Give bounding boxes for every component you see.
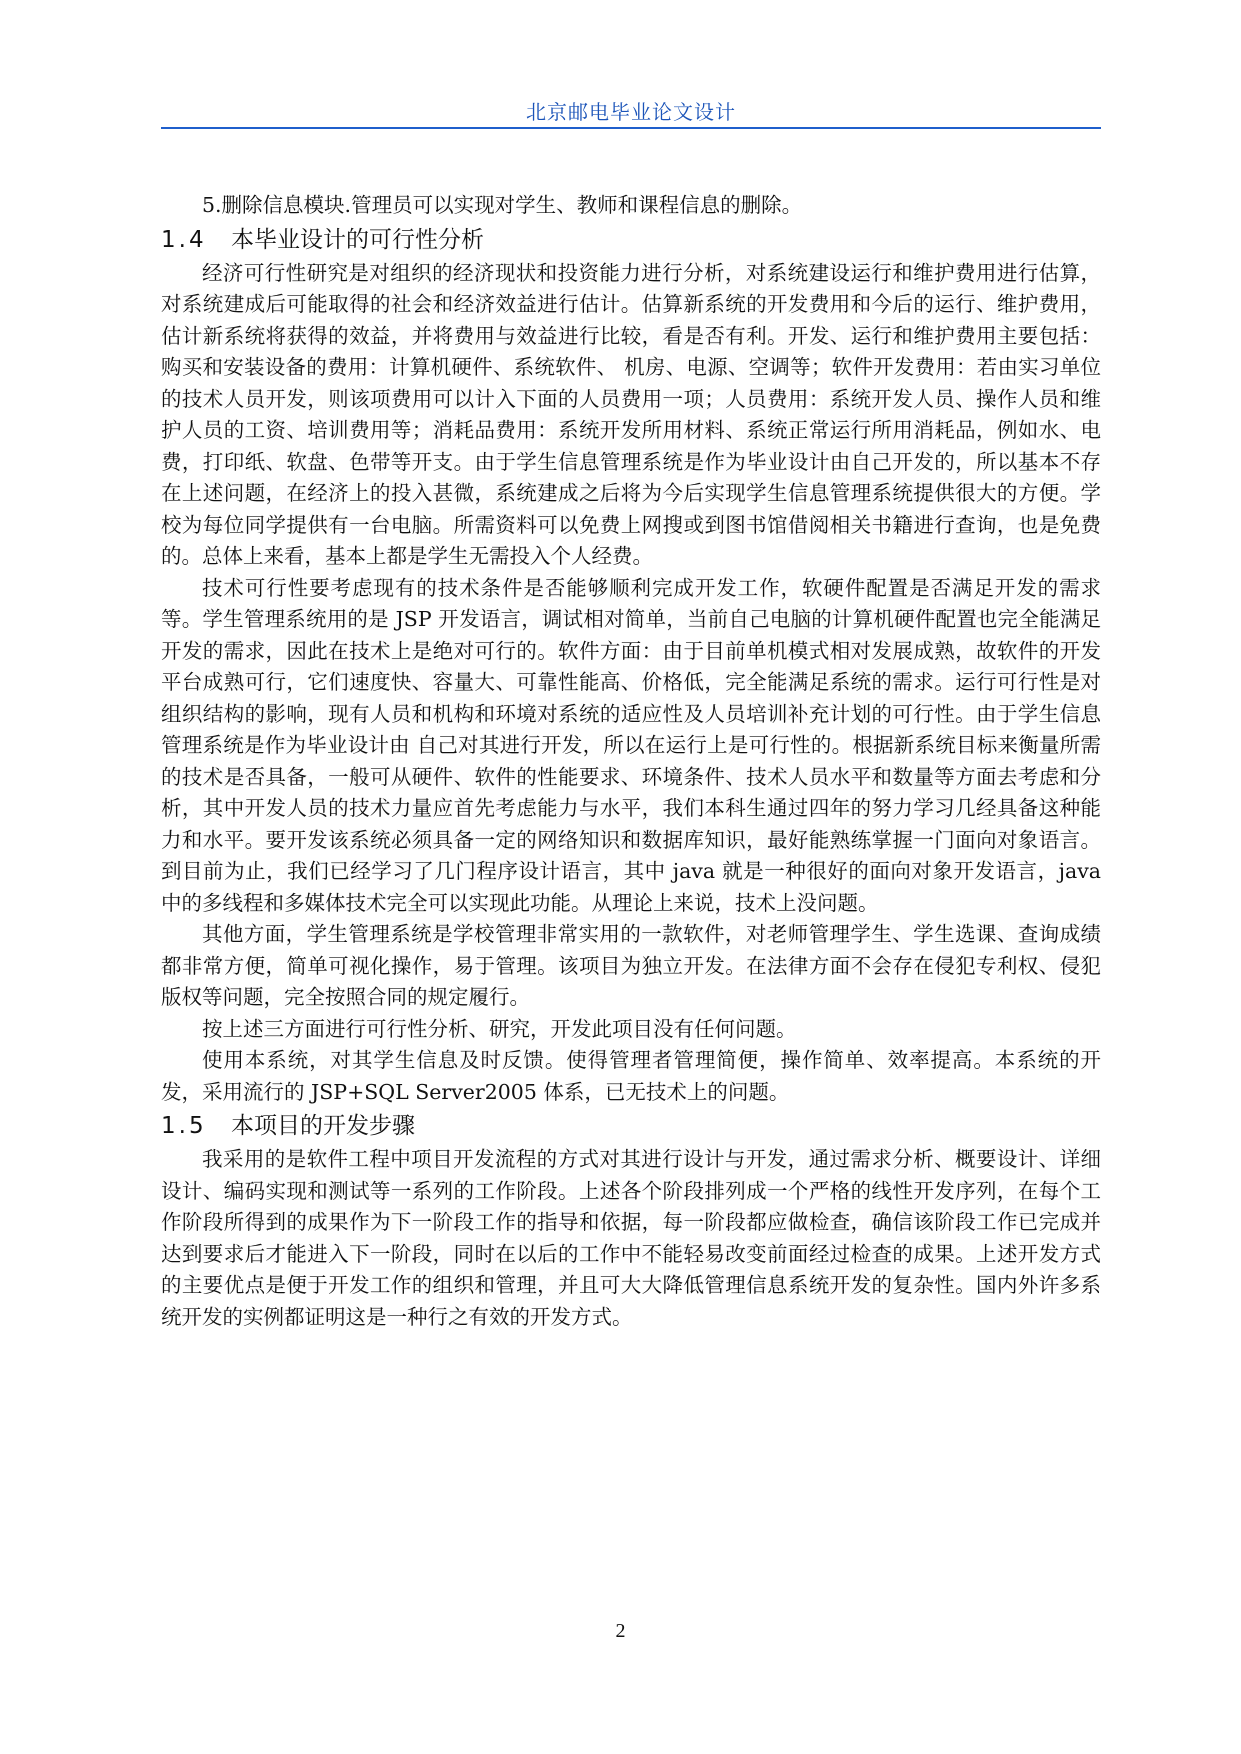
section-number: 1.4 xyxy=(161,226,207,253)
paragraph-conclusion: 按上述三方面进行可行性分析、研究，开发此项目没有任何问题。 xyxy=(202,1016,797,1041)
intro-line: 5.删除信息模块.管理员可以实现对学生、教师和课程信息的删除。 xyxy=(202,193,803,217)
section-title: 本毕业设计的可行性分析 xyxy=(231,226,484,253)
paragraph-development-steps: 我采用的是软件工程中项目开发流程的方式对其进行设计与开发，通过需求分析、概要设计、详细设计、编码实现和测试等一系列的工作阶段。上述各个阶段排列成一个严格的线性开发序列，在每个工作阶段所得到的成果作为下一阶段工作的指导和依据，每一阶段都应做检查，确信该阶段工作已完成并达到要求后才能进入下一阶段，同时在以后的工作中不能轻易改变前面经过检查的成果。上述开发方式的主要优点是便于开发工作的组织和管理，并且可大大降低管理信息系统开发的复杂性。国内外许多系统开发的实例都证明这是一种行之有效的开发方式。 xyxy=(161,1147,1101,1329)
paragraph-system-usage: 使用本系统，对其学生信息及时反馈。使得管理者管理简便，操作简单、效率提高。本系统的开发，采用流行的 JSP+SQL Server2005 体系，已无技术上的问题。 xyxy=(161,1048,1101,1104)
page-number: 2 xyxy=(615,1620,626,1642)
paragraph-other-aspects: 其他方面，学生管理系统是学校管理非常实用的一款软件，对老师管理学生、学生选课、查询成绩都非常方便，简单可视化操作，易于管理。该项目为独立开发。在法律方面不会存在侵犯专利权、侵犯版权等问题，完全按照合同的规定履行。 xyxy=(161,922,1101,1009)
header-divider xyxy=(161,127,1101,129)
paragraph-economic-feasibility: 经济可行性研究是对组织的经济现状和投资能力进行分析，对系统建设运行和维护费用进行估算，对系统建成后可能取得的社会和经济效益进行估计。估算新系统的开发费用和今后的运行、维护费用，估计新系统将获得的效益，并将费用与效益进行比较，看是否有利。开发、运行和维护费用主要包括：购买和安装设备的费用：计算机硬件、系统软件、 机房、电源、空调等；软件开发费用：若由实习单位的技术人员开发，则该项费用可以计入下面的人员费用一项；人员费用：系统开发人员、操作人员和维护人员的工资、培训费用等；消耗品费用：系统开发所用材料、系统正常运行所用消耗品，例如水、电费，打印纸、软盘、色带等开支。由于学生信息管理系统是作为毕业设计由自己开发的，所以基本不存在上述问题，在经济上的投入甚微，系统建成之后将为今后实现学生信息管理系统提供很大的方便。学校为每位同学提供有一台电脑。所需资料可以免费上网搜或到图书馆借阅相关书籍进行查询，也是免费的。总体上来看，基本上都是学生无需投入个人经费。 xyxy=(161,260,1101,568)
page-header-title: 北京邮电毕业论文设计 xyxy=(526,100,736,124)
section-number: 1.5 xyxy=(161,1113,207,1139)
document-body xyxy=(161,190,1101,1333)
section-heading-1-4 xyxy=(161,222,1101,258)
paragraph-technical-feasibility: 技术可行性要考虑现有的技术条件是否能够顺利完成开发工作，软硬件配置是否满足开发的需求等。学生管理系统用的是 JSP 开发语言，调试相对简单，当前自己电脑的计算机硬件配置也完全能满足开发的需求，因此在技术上是绝对可行的。软件方面：由于目前单机模式相对发展成熟，故软件的开发平台成熟可行，它们速度快、容量大、可靠性能高、价格低，完全能满足系统的需求。运行可行性是对组织结构的影响，现有人员和机构和环境对系统的适应性及人员培训补充计划的可行性。由于学生信息管理系统是作为毕业设计由 自己对其进行开发，所以在运行上是可行性的。根据新系统目标来衡量所需的技术是否具备，一般可从硬件、软件的性能要求、环境条件、技术人员水平和数量等方面去考虑和分析，其中开发人员的技术力量应首先考虑能力与水平，我们本科生通过四年的努力学习几经具备这种能力和水平。要开发该系统必须具备一定的网络知识和数据库知识，最好能熟练掌握一门面向对象语言。到目前为止，我们已经学习了几门程序设计语言，其中 java 就是一种很好的面向对象开发语言，java 中的多线程和多媒体技术完全可以实现此功能。从理论上来说，技术上没问题。 xyxy=(161,575,1101,915)
section-title: 本项目的开发步骤 xyxy=(231,1113,415,1139)
section-heading-1-5 xyxy=(161,1108,1101,1144)
